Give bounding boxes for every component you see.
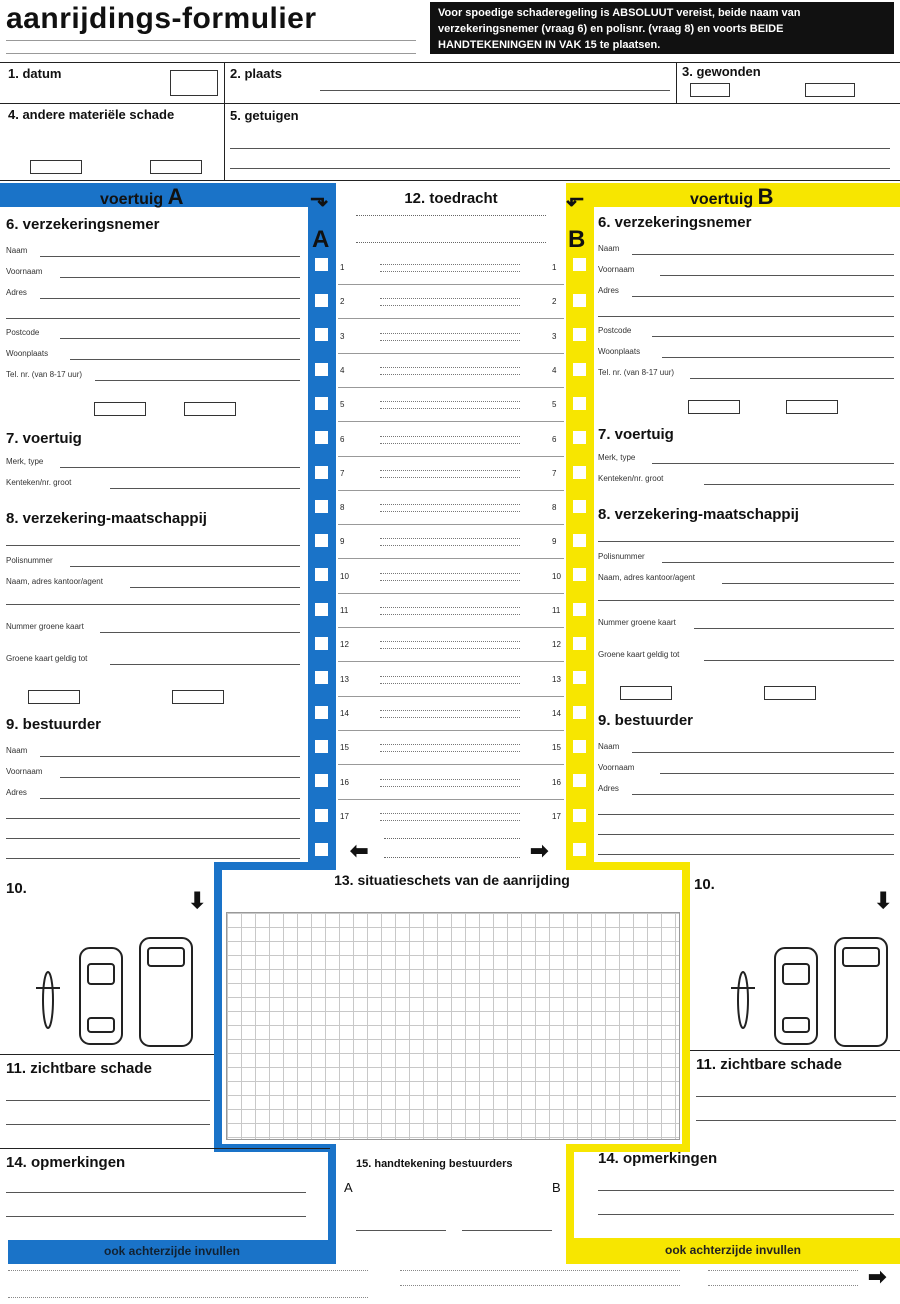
- row-description: [380, 333, 520, 341]
- row-description: [380, 298, 520, 306]
- row-num-left: 2: [340, 297, 345, 306]
- b-sec7-title: 7. voertuig: [598, 426, 674, 443]
- a-sec14-title: 14. opmerkingen: [6, 1154, 126, 1171]
- signature-a-label: A: [344, 1180, 353, 1195]
- b-merk-field[interactable]: [652, 463, 894, 464]
- a-turn-arrow-icon: ⬎: [310, 186, 329, 211]
- checkbox-a-17[interactable]: [315, 843, 328, 856]
- checkbox-a-10[interactable]: [315, 603, 328, 616]
- b-btw-ja[interactable]: [786, 400, 838, 414]
- checkbox-b-7[interactable]: [573, 500, 586, 513]
- row-description: [380, 641, 520, 649]
- row-description: [380, 607, 520, 615]
- a-sec10-title: 10.: [6, 880, 27, 897]
- row-num-right: 9: [552, 537, 557, 546]
- b-b-naam-field[interactable]: [632, 752, 894, 753]
- page-title: aanrijdings-formulier: [6, 2, 317, 35]
- row-num-right: 11: [552, 606, 561, 615]
- a-b-adres-field[interactable]: [40, 798, 300, 799]
- center-letter-b: B: [568, 226, 586, 253]
- row-num-right: 2: [552, 297, 557, 306]
- a-voornaam-label: Voornaam: [6, 267, 43, 276]
- toedracht-title: 12. toedracht: [404, 190, 498, 207]
- row-divider: [338, 353, 564, 354]
- checkbox-b-8[interactable]: [573, 534, 586, 547]
- b-turn-arrow-icon: ⬐: [566, 186, 585, 211]
- row-divider: [338, 524, 564, 525]
- opm-b-yellow-left: [566, 1144, 574, 1244]
- a-postcode-field[interactable]: [60, 338, 300, 339]
- b-tel-field[interactable]: [690, 378, 894, 379]
- b-sec10-title: 10.: [694, 876, 715, 893]
- b-b-voornaam-label: Voornaam: [598, 763, 635, 772]
- b-voornaam-label: Voornaam: [598, 265, 635, 274]
- b-b-voornaam-field[interactable]: [660, 773, 894, 774]
- row-divider: [338, 284, 564, 285]
- row-num-left: 10: [340, 572, 349, 581]
- a-groene-field[interactable]: [100, 632, 300, 633]
- row-num-right: 6: [552, 435, 557, 444]
- b-verzekerd-neen[interactable]: [620, 686, 672, 700]
- sketch-blue-left: [214, 862, 222, 1152]
- row-divider: [338, 387, 564, 388]
- row-divider: [338, 318, 564, 319]
- row-num-left: 3: [340, 332, 345, 341]
- row-description: [380, 401, 520, 409]
- row-num-right: 12: [552, 640, 561, 649]
- checkbox-b-13[interactable]: [573, 706, 586, 719]
- center-letter-a: A: [312, 226, 330, 253]
- plaats-field[interactable]: [320, 90, 670, 91]
- a-sec6-title: 6. verzekeringsnemer: [6, 216, 160, 233]
- row-divider: [338, 558, 564, 559]
- schade-ja[interactable]: [150, 160, 202, 174]
- row-num-right: 16: [552, 778, 561, 787]
- b-naam-field[interactable]: [632, 254, 894, 255]
- a-vehicles-icon: [30, 930, 200, 1050]
- a-voornaam-field[interactable]: [60, 277, 300, 278]
- row-divider: [338, 696, 564, 697]
- a-woonplaats-field[interactable]: [70, 359, 300, 360]
- a-kantoor-label: Naam, adres kantoor/agent: [6, 577, 103, 586]
- a-b-voornaam-field[interactable]: [60, 777, 300, 778]
- row-description: [380, 813, 520, 821]
- b-merk-label: Merk, type: [598, 453, 636, 462]
- opm-a-blue-right: [328, 1144, 336, 1244]
- checkbox-a-13[interactable]: [315, 706, 328, 719]
- left-arrow-icon: ⬅: [350, 838, 369, 863]
- checkbox-b-6[interactable]: [573, 466, 586, 479]
- row-num-left: 6: [340, 435, 345, 444]
- a-sec9-title: 9. bestuurder: [6, 716, 102, 733]
- next-page-arrow-icon: ➡: [868, 1264, 887, 1289]
- checkbox-a-7[interactable]: [315, 500, 328, 513]
- checkbox-b-3[interactable]: [573, 363, 586, 376]
- a-btw-ja[interactable]: [184, 402, 236, 416]
- row-num-right: 15: [552, 743, 561, 752]
- a-groene-label: Nummer groene kaart: [6, 622, 84, 631]
- vehicle-b-letter: B: [757, 184, 774, 209]
- checkbox-a-2[interactable]: [315, 328, 328, 341]
- getuigen-line-2[interactable]: [230, 168, 890, 169]
- b-down-arrow-icon: ⬇: [874, 888, 893, 913]
- checkbox-b-9[interactable]: [573, 568, 586, 581]
- b-adres-field[interactable]: [632, 296, 894, 297]
- row-description: [380, 470, 520, 478]
- checkbox-b-15[interactable]: [573, 774, 586, 787]
- schade-label: 4. andere materiële schade: [8, 107, 175, 122]
- checkbox-b-10[interactable]: [573, 603, 586, 616]
- row-num-right: 5: [552, 400, 557, 409]
- checkbox-a-9[interactable]: [315, 568, 328, 581]
- gewonden-ja[interactable]: [805, 83, 855, 97]
- checkbox-b-1[interactable]: [573, 294, 586, 307]
- row-divider: [338, 764, 564, 765]
- row-num-left: 12: [340, 640, 349, 649]
- checkbox-a-1[interactable]: [315, 294, 328, 307]
- checkbox-a-6[interactable]: [315, 466, 328, 479]
- b-postcode-field[interactable]: [652, 336, 894, 337]
- b-tel-label: Tel. nr. (van 8-17 uur): [598, 368, 675, 377]
- a-adres-field[interactable]: [40, 298, 300, 299]
- a-naam-label: Naam: [6, 246, 28, 255]
- plaats-label: 2. plaats: [230, 66, 283, 81]
- row-divider: [338, 421, 564, 422]
- getuigen-label: 5. getuigen: [230, 108, 299, 123]
- toedracht-instruction: [356, 215, 546, 243]
- row-description: [380, 779, 520, 787]
- b-b-adres-label: Adres: [598, 784, 619, 793]
- a-geldig-field[interactable]: [110, 664, 300, 665]
- row-num-left: 4: [340, 366, 345, 375]
- a-b-naam-label: Naam: [6, 746, 28, 755]
- a-verzekerd-ja[interactable]: [172, 690, 224, 704]
- row-num-right: 4: [552, 366, 557, 375]
- checkbox-b-4[interactable]: [573, 397, 586, 410]
- row-num-right: 8: [552, 503, 557, 512]
- checkbox-b-11[interactable]: [573, 637, 586, 650]
- sketch-yellow-top: [566, 862, 690, 870]
- a-down-arrow-icon: ⬇: [188, 888, 207, 913]
- b-naam-label: Naam: [598, 244, 620, 253]
- checkbox-a-5[interactable]: [315, 431, 328, 444]
- a-adres-label: Adres: [6, 288, 27, 297]
- checkbox-a-15[interactable]: [315, 774, 328, 787]
- row-num-right: 10: [552, 572, 561, 581]
- vehicle-b-strip: [566, 183, 594, 863]
- a-sec8-title: 8. verzekering-maatschappij: [6, 510, 207, 527]
- b-woonplaats-label: Woonplaats: [598, 347, 641, 356]
- row-divider: [338, 799, 564, 800]
- checkbox-a-16[interactable]: [315, 809, 328, 822]
- a-b-voornaam-label: Voornaam: [6, 767, 43, 776]
- row-num-left: 15: [340, 743, 349, 752]
- row-description: [380, 538, 520, 546]
- checkbox-a-12[interactable]: [315, 671, 328, 684]
- getuigen-line-1[interactable]: [230, 148, 890, 149]
- b-b-adres-field[interactable]: [632, 794, 894, 795]
- checkbox-a-8[interactable]: [315, 534, 328, 547]
- vehicle-a-strip: [308, 183, 336, 863]
- row-divider: [338, 730, 564, 731]
- b-woonplaats-field[interactable]: [662, 357, 894, 358]
- sketch-yellow-right: [682, 862, 690, 1152]
- checkbox-a-14[interactable]: [315, 740, 328, 753]
- a-merk-label: Merk, type: [6, 457, 44, 466]
- checkbox-b-12[interactable]: [573, 671, 586, 684]
- b-vehicles-icon: [725, 930, 895, 1050]
- row-num-left: 16: [340, 778, 349, 787]
- row-description: [380, 436, 520, 444]
- a-verzekerd-neen[interactable]: [28, 690, 80, 704]
- a-tel-label: Tel. nr. (van 8-17 uur): [6, 370, 83, 379]
- b-sec9-title: 9. bestuurder: [598, 712, 694, 729]
- b-polis-field[interactable]: [662, 562, 894, 563]
- row-description: [380, 367, 520, 375]
- row-divider: [338, 490, 564, 491]
- row-num-left: 8: [340, 503, 345, 512]
- b-verzekerd-ja[interactable]: [764, 686, 816, 700]
- b-groene-field[interactable]: [694, 628, 894, 629]
- row-divider: [338, 593, 564, 594]
- b-kenteken-label: Kenteken/nr. groot: [598, 474, 664, 483]
- row-description: [380, 710, 520, 718]
- checkbox-b-2[interactable]: [573, 328, 586, 341]
- datum-label: 1. datum: [8, 66, 62, 81]
- b-polis-label: Polisnummer: [598, 552, 645, 561]
- a-tel-field[interactable]: [95, 380, 300, 381]
- checkbox-a-top[interactable]: [315, 258, 328, 271]
- row-description: [380, 504, 520, 512]
- row-description: [380, 264, 520, 272]
- a-geldig-label: Groene kaart geldig tot: [6, 654, 88, 663]
- vehicle-a-footer-text: ook achterzijde invullen: [103, 1244, 241, 1258]
- gewonden-label: 3. gewonden: [682, 64, 761, 79]
- row-num-left: 7: [340, 469, 345, 478]
- b-postcode-label: Postcode: [598, 326, 632, 335]
- row-num-left: 14: [340, 709, 349, 718]
- row-description: [380, 744, 520, 752]
- row-num-right: 13: [552, 675, 561, 684]
- arrow-note: [384, 838, 520, 858]
- a-btw-neen[interactable]: [94, 402, 146, 416]
- checkbox-b-14[interactable]: [573, 740, 586, 753]
- vehicle-a-letter: A: [167, 184, 184, 209]
- a-polis-label: Polisnummer: [6, 556, 53, 565]
- b-kantoor-field[interactable]: [722, 583, 894, 584]
- row-divider: [338, 627, 564, 628]
- checkbox-b-17[interactable]: [573, 843, 586, 856]
- b-sec8-title: 8. verzekering-maatschappij: [598, 506, 799, 523]
- b-kenteken-field[interactable]: [704, 484, 894, 485]
- b-adres-label: Adres: [598, 286, 619, 295]
- a-polis-field[interactable]: [70, 566, 300, 567]
- a-sec7-title: 7. voertuig: [6, 430, 82, 447]
- vehicle-a-banner-label: voertuig: [100, 191, 164, 208]
- a-b-naam-field[interactable]: [40, 756, 300, 757]
- signature-b-label: B: [552, 1180, 561, 1195]
- sketch-blue-top: [214, 862, 336, 870]
- schets-title: 13. situatieschets van de aanrijding: [334, 872, 570, 888]
- row-num-left: 11: [340, 606, 349, 615]
- b-geldig-label: Groene kaart geldig tot: [598, 650, 680, 659]
- a-kenteken-field[interactable]: [110, 488, 300, 489]
- row-num-right: 1: [552, 263, 557, 272]
- row-num-left: 13: [340, 675, 349, 684]
- row-num-left: 1: [340, 263, 345, 272]
- checkbox-b-5[interactable]: [573, 431, 586, 444]
- right-arrow-icon: ➡: [530, 838, 549, 863]
- b-btw-neen[interactable]: [688, 400, 740, 414]
- checkbox-a-3[interactable]: [315, 363, 328, 376]
- row-num-left: 17: [340, 812, 349, 821]
- b-sec14-title: 14. opmerkingen: [598, 1150, 718, 1167]
- row-num-left: 9: [340, 537, 345, 546]
- row-num-left: 5: [340, 400, 345, 409]
- row-description: [380, 676, 520, 684]
- b-b-naam-label: Naam: [598, 742, 620, 751]
- b-sec11-title: 11. zichtbare schade: [696, 1056, 842, 1073]
- checkbox-a-4[interactable]: [315, 397, 328, 410]
- row-divider: [338, 456, 564, 457]
- sketch-grid[interactable]: [226, 912, 680, 1140]
- gewonden-neen[interactable]: [690, 83, 730, 97]
- a-b-adres-label: Adres: [6, 788, 27, 797]
- b-geldig-field[interactable]: [704, 660, 894, 661]
- handtekening-label: 15. handtekening bestuurders: [356, 1158, 513, 1170]
- header-subtitle: [6, 40, 416, 54]
- b-groene-label: Nummer groene kaart: [598, 618, 676, 627]
- a-merk-field[interactable]: [60, 467, 300, 468]
- checkbox-a-11[interactable]: [315, 637, 328, 650]
- row-num-right: 14: [552, 709, 561, 718]
- datum-field[interactable]: [170, 70, 218, 96]
- vehicle-b-banner-label: voertuig: [690, 191, 754, 208]
- row-description: [380, 573, 520, 581]
- row-num-right: 17: [552, 812, 561, 821]
- signature-a-field[interactable]: [356, 1230, 446, 1231]
- b-voornaam-field[interactable]: [660, 275, 894, 276]
- a-kenteken-label: Kenteken/nr. groot: [6, 478, 72, 487]
- row-num-right: 7: [552, 469, 557, 478]
- a-sec11-title: 11. zichtbare schade: [6, 1060, 152, 1077]
- vehicle-b-footer-text: ook achterzijde invullen: [664, 1243, 802, 1257]
- header-notice: Voor spoedige schaderegeling is ABSOLUUT vereist, beide naam van verzekeringsnemer (vraag 6) en polisnr. (vraag 8) en voorts BEIDE HANDTEKENINGEN IN VAK 15 te plaatsen.: [430, 2, 894, 54]
- row-num-right: 3: [552, 332, 557, 341]
- b-kantoor-label: Naam, adres kantoor/agent: [598, 573, 695, 582]
- a-postcode-label: Postcode: [6, 328, 40, 337]
- a-naam-field[interactable]: [40, 256, 300, 257]
- schade-neen[interactable]: [30, 160, 82, 174]
- a-woonplaats-label: Woonplaats: [6, 349, 49, 358]
- checkbox-b-top[interactable]: [573, 258, 586, 271]
- row-divider: [338, 661, 564, 662]
- checkbox-b-16[interactable]: [573, 809, 586, 822]
- signature-b-field[interactable]: [462, 1230, 552, 1231]
- b-sec6-title: 6. verzekeringsnemer: [598, 214, 752, 231]
- a-kantoor-field[interactable]: [130, 587, 300, 588]
